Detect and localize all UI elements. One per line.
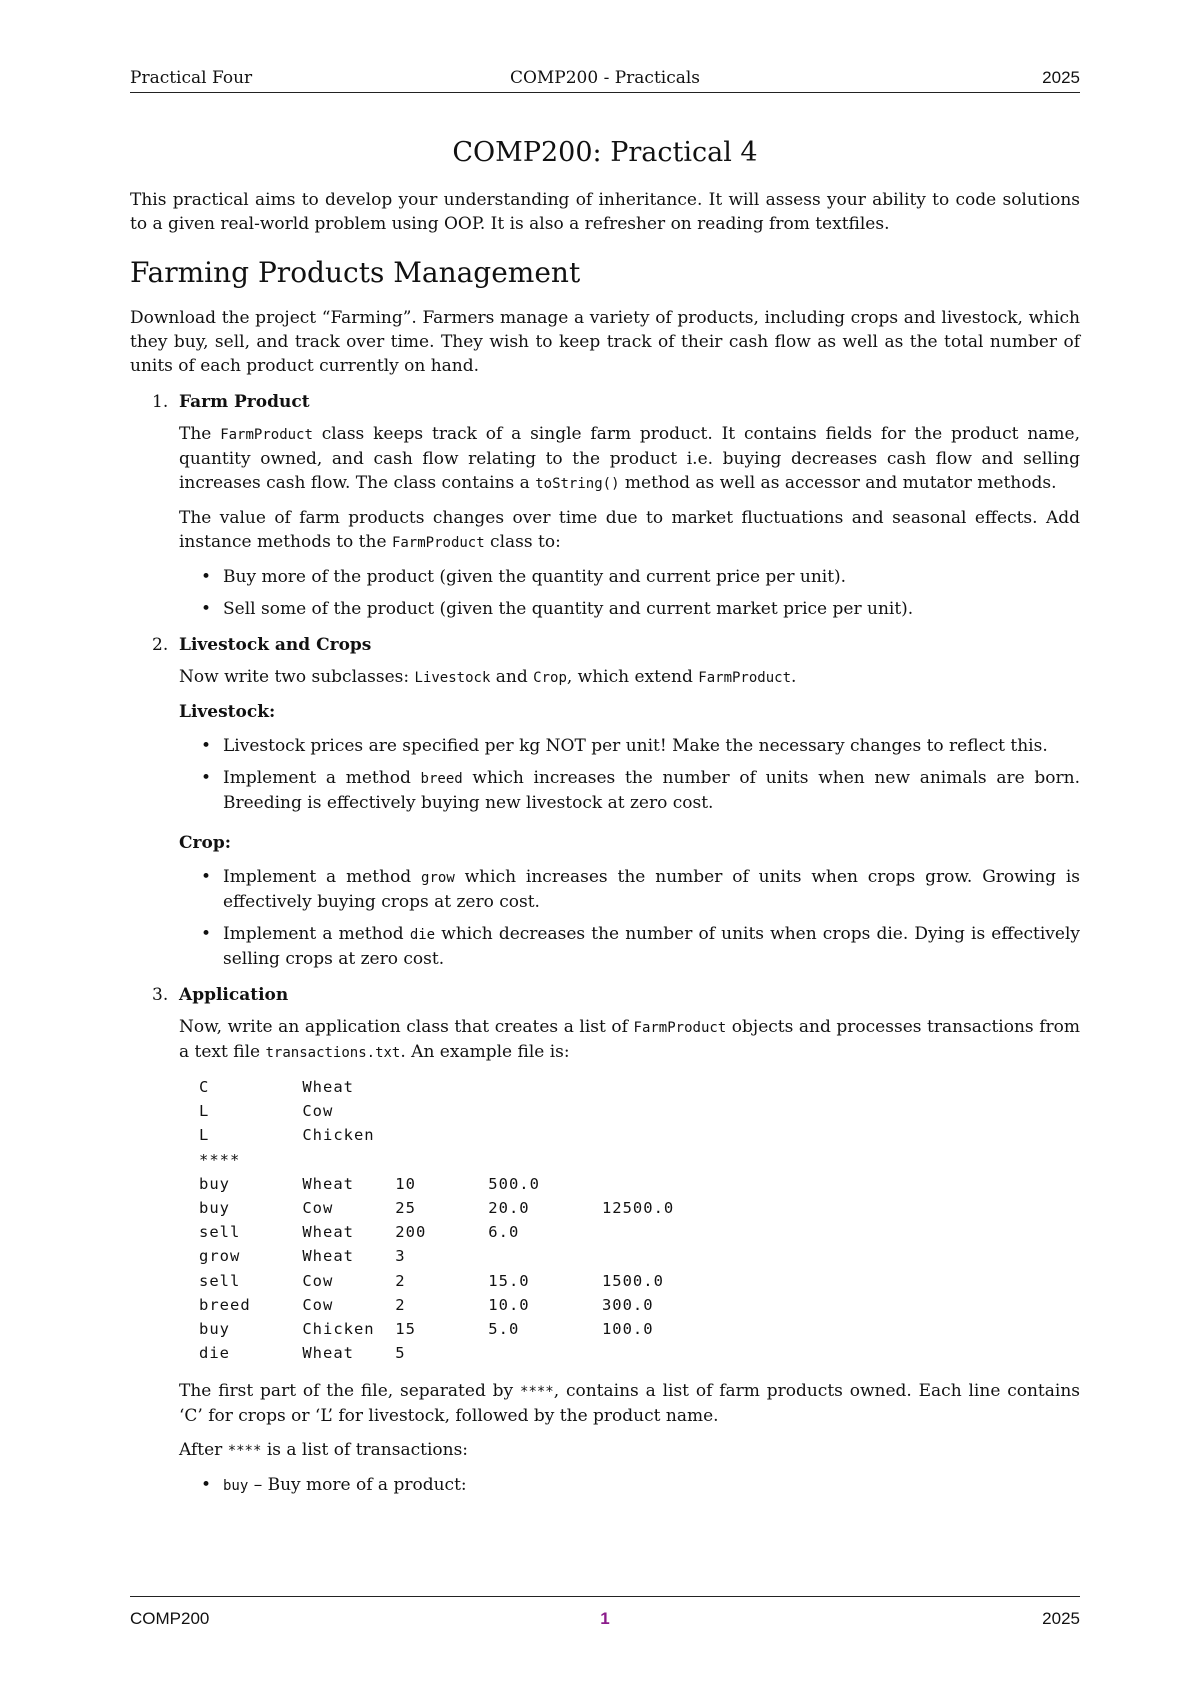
file-line: L Cow xyxy=(199,1102,334,1121)
page-header xyxy=(130,68,1080,93)
bullet-icon: • xyxy=(201,768,212,788)
file-line: die Wheat 5 xyxy=(199,1344,406,1363)
intro-paragraph: This practical aims to develop your understanding of inheritance. It will assess your ability to code solutions to a given real-world problem using OOP. It is also a refresher on reading from textfiles. xyxy=(130,190,1080,234)
item-paragraph: The FarmProduct class keeps track of a single farm product. It contains fields for the product name, quantity owned, and cash flow relating to the product i.e. buying decreases cash flow and selling increases cash flow. The class contains a toString() method as well as accessor and mutator methods. xyxy=(179,424,1080,493)
file-line: buy Cow 25 20.0 12500.0 xyxy=(199,1199,675,1218)
file-line: L Chicken xyxy=(199,1126,375,1145)
list-item: • Implement a method grow which increases the number of units when crops grow. Growing is effectively buying crops at zero cost. xyxy=(201,867,1080,912)
item-paragraph: The first part of the file, separated by ****, contains a list of farm products owned. Each line contains ‘C’ for crops or ‘L’ for livestock, followed by the product name. xyxy=(179,1381,1081,1427)
code-span: **** xyxy=(520,1384,554,1401)
section-title: Farming Products Management xyxy=(130,256,581,289)
code-span: **** xyxy=(227,1443,262,1460)
code-span: FarmProduct xyxy=(633,1020,727,1036)
code-span: FarmProduct xyxy=(220,427,313,443)
item-paragraph: Now write two subclasses: Livestock and Crop, which extend FarmProduct. xyxy=(179,667,797,687)
item-paragraph: Now, write an application class that creates a list of FarmProduct objects and processes transactions from a text file transactions.txt. An example file is: xyxy=(179,1017,1080,1062)
task-item-farm-product xyxy=(130,390,1080,621)
item-number: 2. xyxy=(152,635,169,655)
item-number: 1. xyxy=(152,392,169,412)
file-line: grow Wheat 3 xyxy=(199,1247,406,1266)
header-right: 2025 xyxy=(1042,68,1080,87)
bullet-icon: • xyxy=(201,924,212,944)
code-span: Livestock xyxy=(414,670,491,686)
bullet-list xyxy=(179,734,1080,815)
header-center: COMP200 - Practicals xyxy=(509,68,701,88)
code-span: FarmProduct xyxy=(698,670,791,686)
file-line: sell Wheat 200 6.0 xyxy=(199,1223,520,1242)
task-item-application xyxy=(130,983,1080,1498)
page-content xyxy=(130,136,1080,1506)
list-item: • Buy more of the product (given the quantity and current price per unit). xyxy=(201,567,847,587)
list-item: • Implement a method die which decreases the number of units when crops die. Dying is effectively selling crops at zero cost. xyxy=(201,924,1081,969)
file-line: breed Cow 2 10.0 300.0 xyxy=(199,1295,654,1314)
file-line: **** xyxy=(199,1150,241,1169)
file-line: C Wheat xyxy=(199,1078,354,1096)
list-item: • Sell some of the product (given the quantity and current market price per unit). xyxy=(201,599,914,619)
code-span: die xyxy=(409,927,436,943)
bullet-icon: • xyxy=(201,599,212,619)
page-footer xyxy=(130,1596,1080,1627)
code-span: toString() xyxy=(535,476,620,492)
list-item: • buy – Buy more of a product: xyxy=(201,1475,467,1496)
header-left: Practical Four xyxy=(130,68,253,88)
bullet-list xyxy=(179,1473,1080,1498)
code-span: Crop xyxy=(533,670,567,686)
livestock-heading: Livestock: xyxy=(179,702,276,722)
code-span: buy xyxy=(223,1478,249,1495)
item-title: Application xyxy=(179,985,289,1005)
code-span: breed xyxy=(420,771,463,787)
footer-right: 2025 xyxy=(1042,1609,1080,1628)
file-line: sell Cow 2 15.0 1500.0 xyxy=(199,1271,664,1290)
file-line: buy Wheat 10 500.0 xyxy=(199,1174,540,1193)
crop-heading: Crop: xyxy=(179,833,231,853)
code-span: grow xyxy=(421,870,455,886)
item-paragraph: The value of farm products changes over time due to market fluctuations and seasonal effects. Add instance methods to the FarmProduct class to: xyxy=(179,508,1080,552)
item-paragraph: After **** is a list of transactions: xyxy=(179,1440,469,1461)
bullet-list xyxy=(179,565,1080,621)
bullet-icon: • xyxy=(201,567,212,587)
item-title: Livestock and Crops xyxy=(179,635,372,655)
page-number: 1 xyxy=(600,1609,610,1628)
list-item: • Livestock prices are specified per kg NOT per unit! Make the necessary changes to reflect this. xyxy=(201,736,1048,756)
task-item-livestock-crops xyxy=(130,633,1080,971)
footer-left: COMP200 xyxy=(130,1609,210,1628)
page-title: COMP200: Practical 4 xyxy=(452,137,758,168)
item-number: 3. xyxy=(152,985,169,1005)
example-file-listing xyxy=(199,1075,1080,1365)
code-span: transactions.txt xyxy=(265,1045,401,1061)
section-intro: Download the project “Farming”. Farmers manage a variety of products, including crops and livestock, which they buy, sell, and track over time. They wish to keep track of their cash flow as well as the total number of units of each product currently on hand. xyxy=(130,308,1080,376)
code-span: FarmProduct xyxy=(391,535,485,551)
item-title: Farm Product xyxy=(179,392,310,412)
bullet-list xyxy=(179,865,1080,971)
bullet-icon: • xyxy=(201,867,212,887)
bullet-icon: • xyxy=(201,736,212,756)
list-item: • Implement a method breed which increases the number of units when new animals are born. Breeding is effectively buying new livestock at zero cost. xyxy=(201,768,1080,813)
file-line: buy Chicken 15 5.0 100.0 xyxy=(199,1320,654,1339)
bullet-icon: • xyxy=(201,1475,212,1496)
